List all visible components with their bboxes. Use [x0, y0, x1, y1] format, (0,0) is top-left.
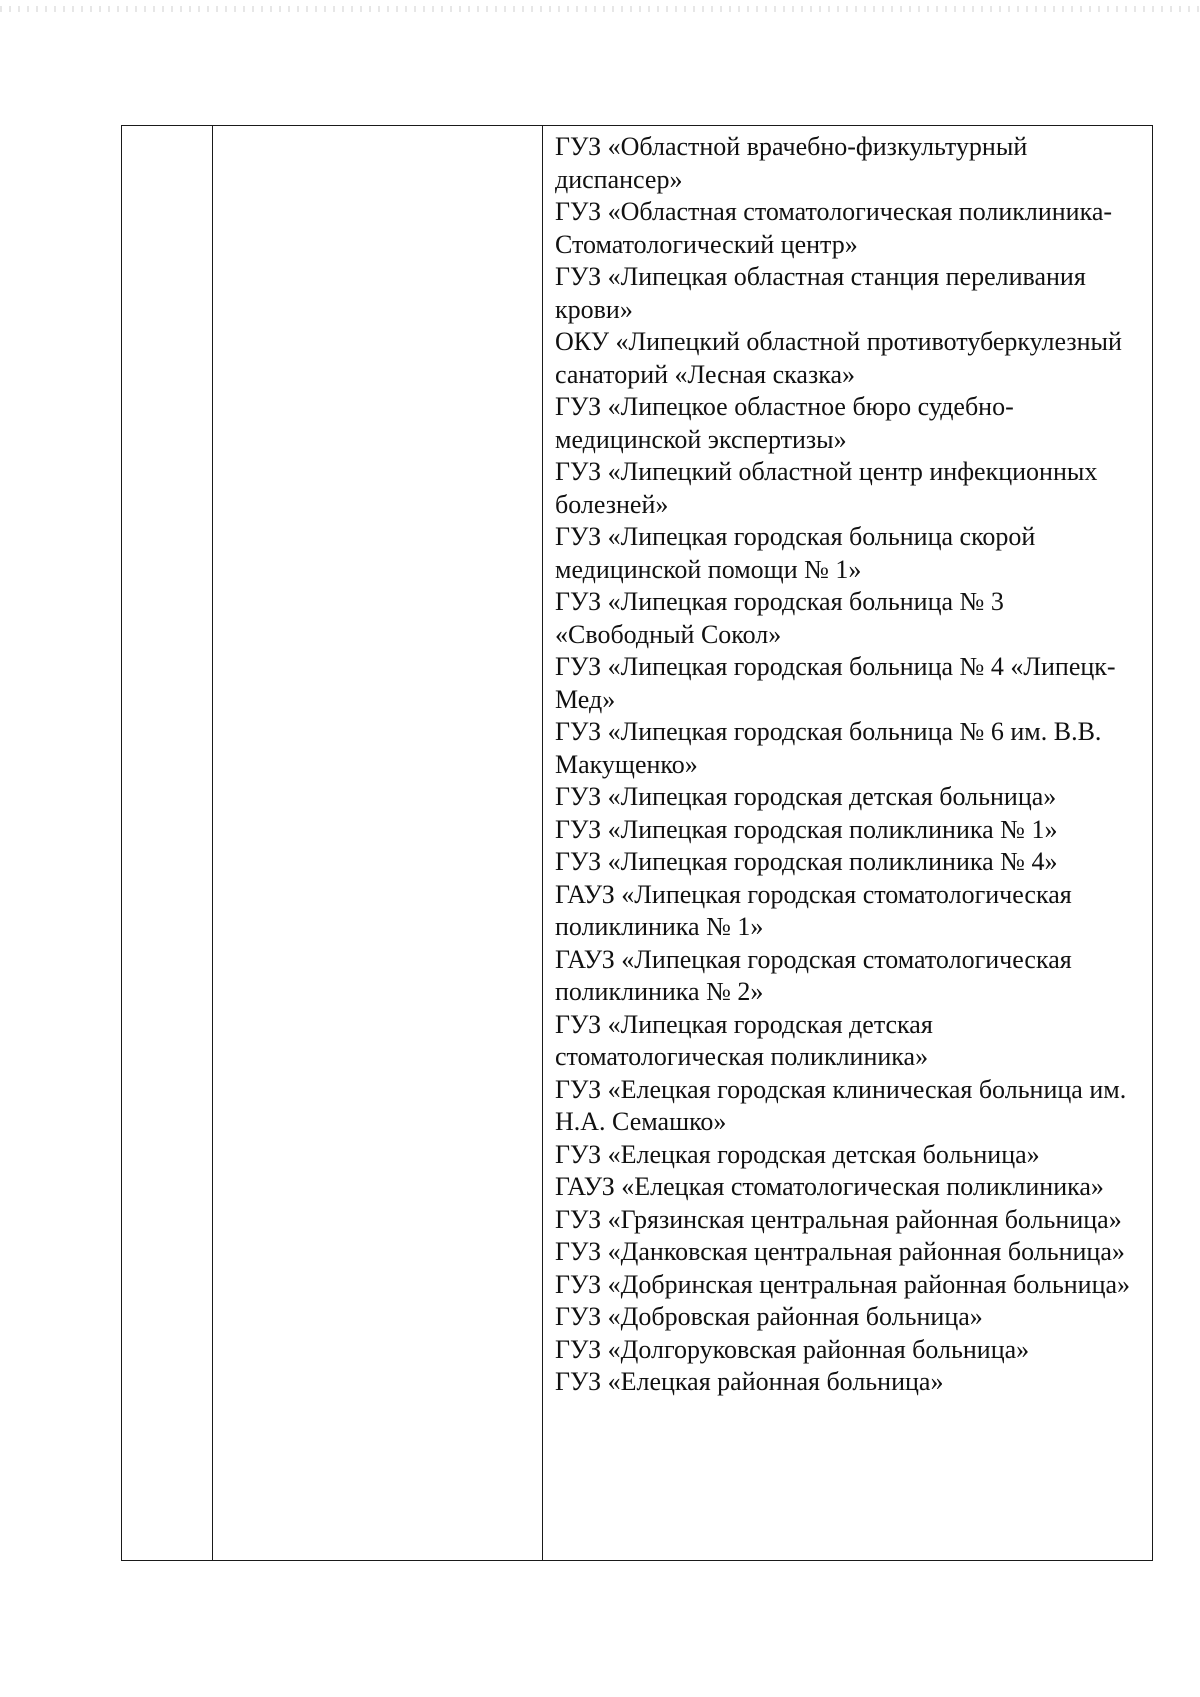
organization-item: ГУЗ «Елецкая городская детская больница» — [555, 1139, 1040, 1169]
scan-artifact-strip — [0, 6, 1200, 12]
organization-item: ГУЗ «Липецкая городская детская больница» — [555, 782, 1057, 811]
organization-item: ГУЗ «Липецкая городская больница № 4 «Липецк-Мед» — [555, 652, 1116, 714]
organization-item: ГАУЗ «Липецкая городская стоматологическая поликлиника № 1» — [555, 879, 1072, 941]
table-cell-category — [213, 126, 542, 1560]
organization-item: ГУЗ «Липецкая городская больница скорой медицинской помощи № 1» — [555, 522, 1036, 584]
table-cell-organizations — [543, 126, 1152, 1560]
organization-item: ГАУЗ «Елецкая стоматологическая поликлиника» — [555, 1172, 1104, 1201]
organization-item: ГУЗ «Липецкая городская больница № 6 им. В.В. Макущенко» — [555, 717, 1102, 779]
organization-item: ГУЗ «Липецкая городская поликлиника № 4» — [555, 847, 1058, 876]
organization-item: ГАУЗ «Липецкая городская стоматологическая поликлиника № 2» — [555, 944, 1072, 1006]
organization-item: ГУЗ «Елецкая городская клиническая больница им. Н.А. Семашко» — [555, 1074, 1127, 1136]
organization-item: ГУЗ «Областная стоматологическая поликлиника-Стоматологический центр» — [555, 197, 1113, 259]
organization-item: ГУЗ «Добринская центральная районная больница» — [555, 1269, 1131, 1299]
organization-item: ОКУ «Липецкий областной противотуберкулезный санаторий «Лесная сказка» — [555, 327, 1122, 389]
organization-item: ГУЗ «Липецкая городская поликлиника № 1» — [555, 814, 1058, 844]
organization-item: ГУЗ «Областной врачебно-физкультурный диспансер» — [555, 132, 1028, 194]
organization-item: ГУЗ «Липецкая городская детская стоматологическая поликлиника» — [555, 1009, 933, 1071]
table-cell-number — [122, 126, 212, 1560]
organization-item: ГУЗ «Липецкая областная станция переливания крови» — [555, 262, 1086, 324]
organization-list — [555, 131, 1144, 1399]
organization-item: ГУЗ «Добровская районная больница» — [555, 1302, 983, 1331]
organization-item: ГУЗ «Елецкая районная больница» — [555, 1367, 944, 1396]
organization-item: ГУЗ «Грязинская центральная районная больница» — [555, 1204, 1122, 1234]
organization-item: ГУЗ «Липецкий областной центр инфекционных болезней» — [555, 457, 1098, 519]
organization-item: ГУЗ «Данковская центральная районная больница» — [555, 1237, 1125, 1266]
organization-item: ГУЗ «Липецкое областное бюро судебно-медицинской экспертизы» — [555, 392, 1014, 454]
organization-item: ГУЗ «Липецкая городская больница № 3 «Свободный Сокол» — [555, 587, 1004, 649]
document-table — [121, 125, 1153, 1561]
organization-item: ГУЗ «Долгоруковская районная больница» — [555, 1334, 1030, 1364]
